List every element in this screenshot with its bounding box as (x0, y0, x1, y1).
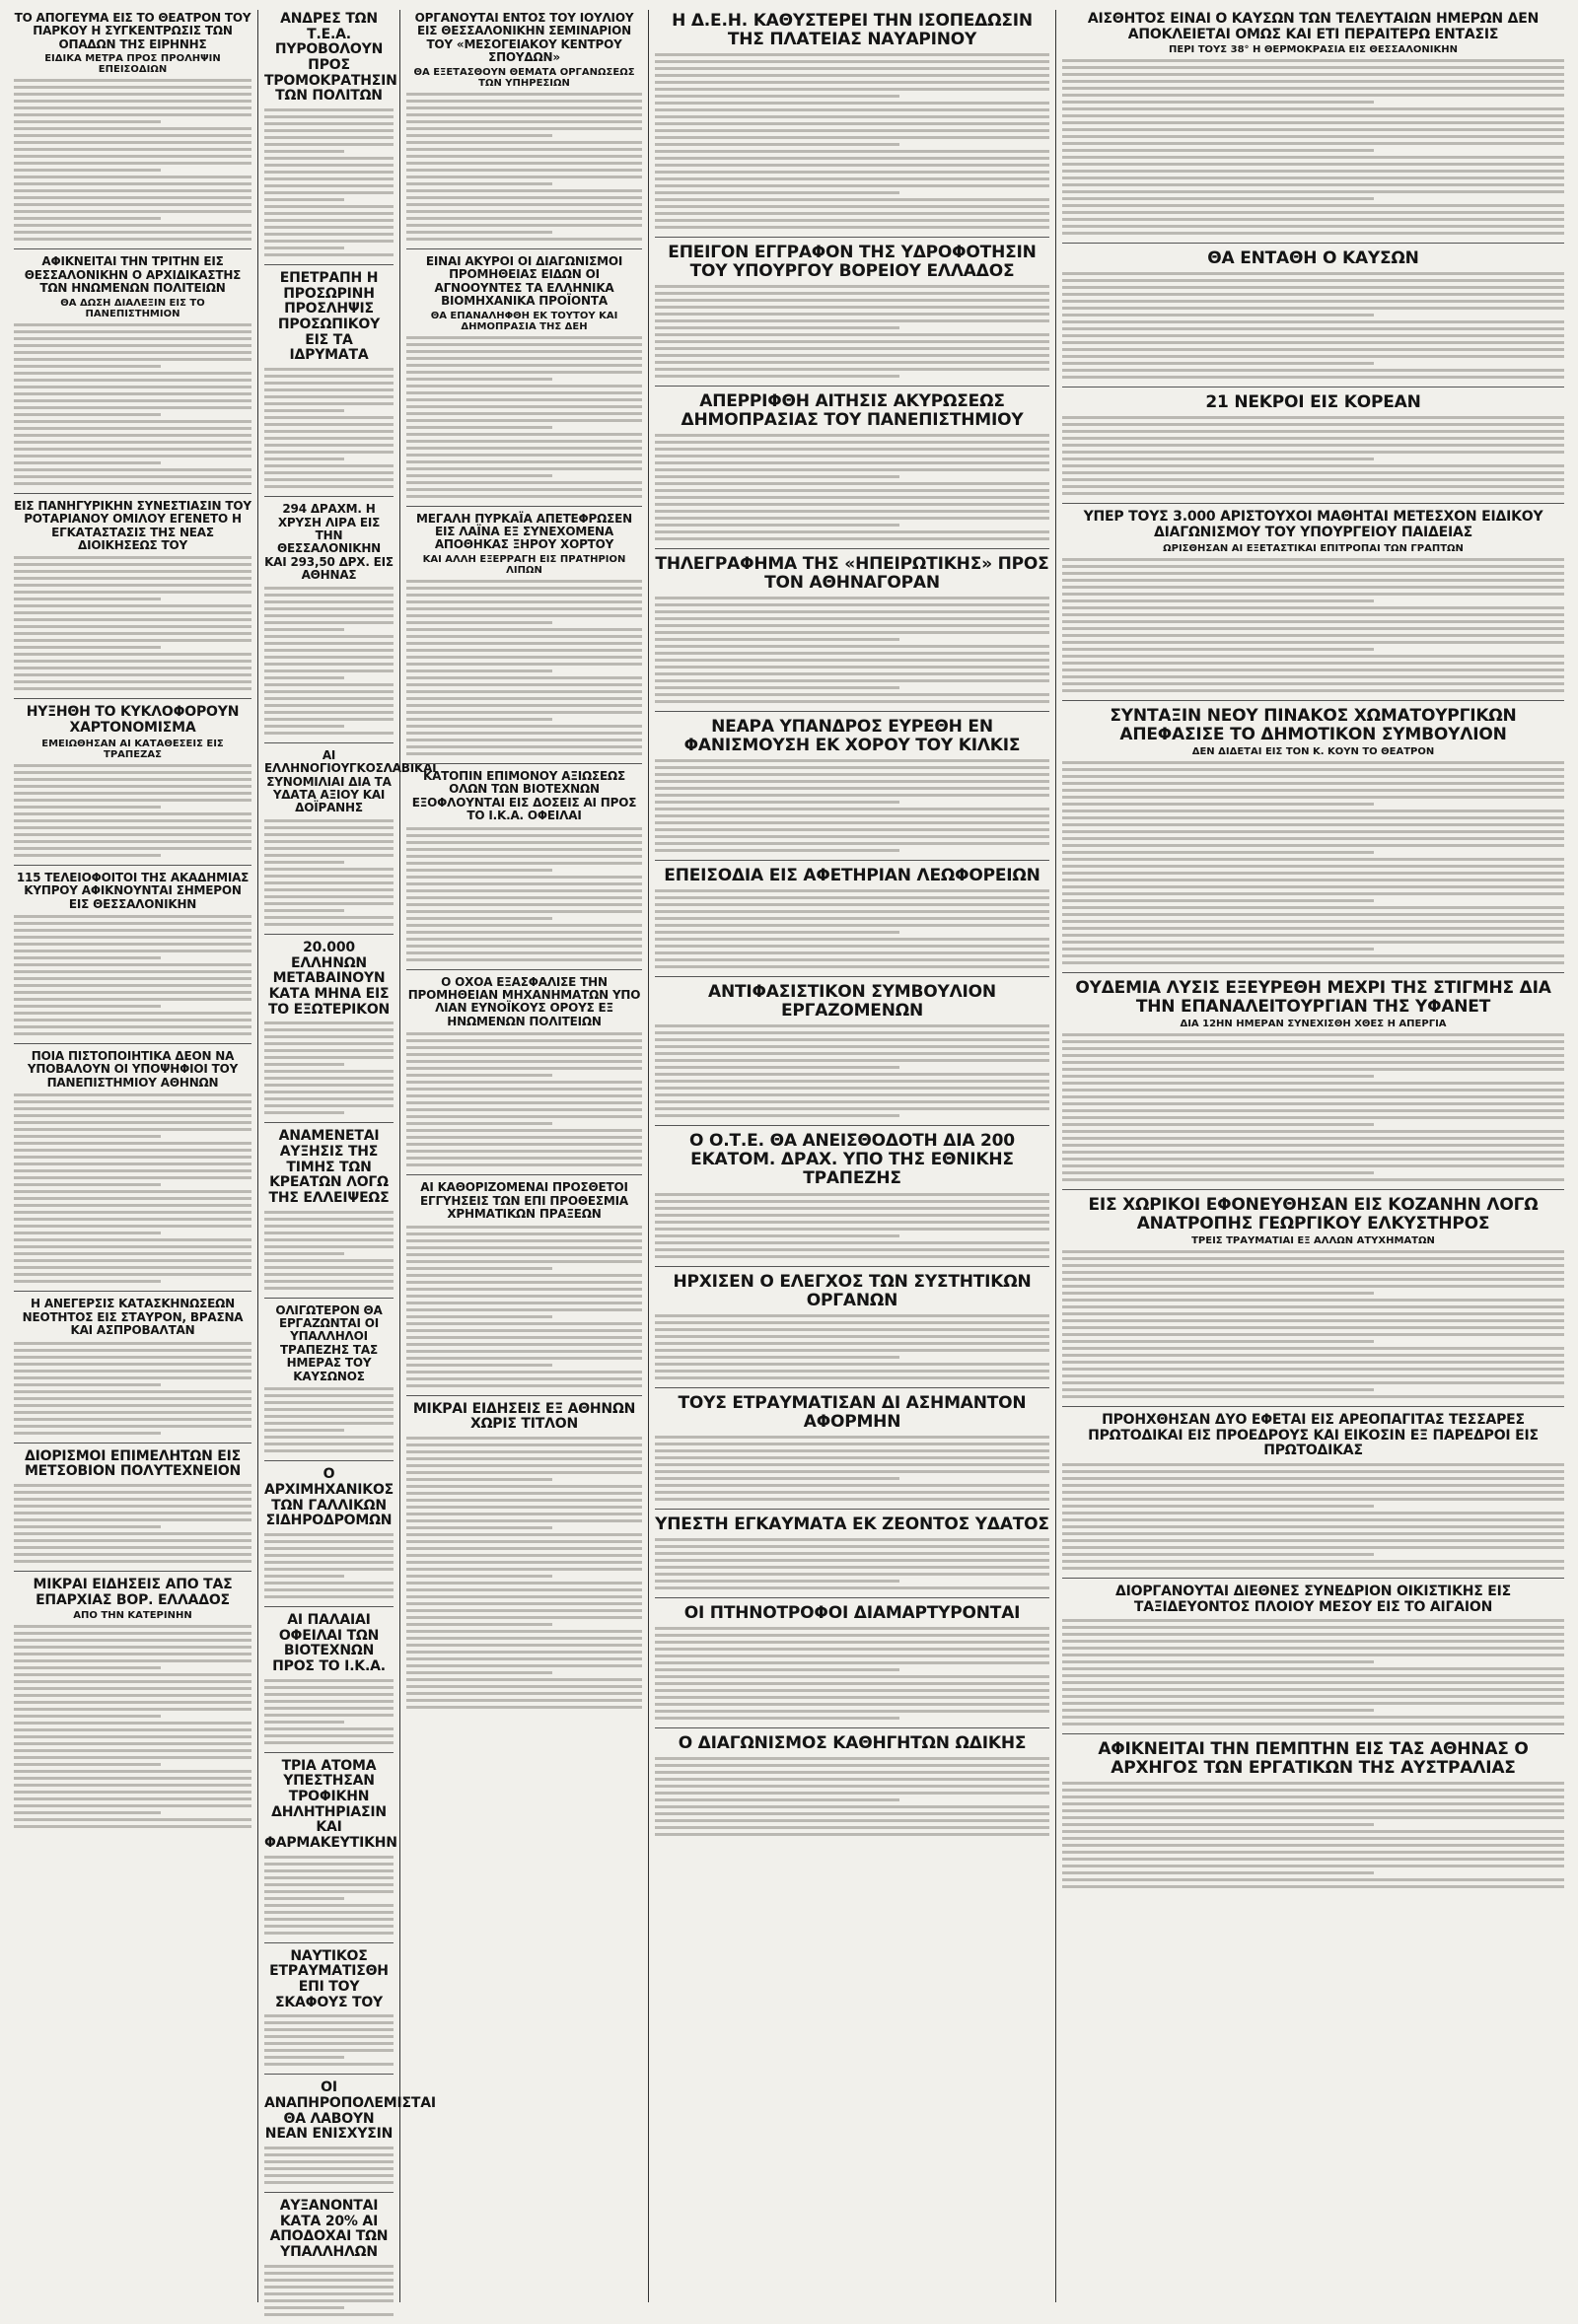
article (264, 2079, 436, 2193)
article-headline: 115 ΤΕΛΕΙΟΦΟΙΤΟΙ ΤΗΣ ΑΚΑΔΗΜΙΑΣ ΚΥΠΡΟΥ ΑΦΙΚΝΟΥΝΤΑΙ ΣΗΜΕΡΟΝ ΕΙΣ ΘΕΣΣΑΛΟΝΙΚΗΝ (16, 870, 250, 911)
article-body-text-lines (14, 556, 251, 690)
article (655, 244, 1049, 387)
article-headline: ΑΙ ΠΑΛΑΙΑΙ ΟΦΕΙΛΑΙ ΤΩΝ ΒΙΟΤΕΧΝΩΝ ΠΡΟΣ ΤΟ Ι.Κ.Α. (272, 1611, 386, 1674)
article-headline: Ο ΑΡΧΙΜΗΧΑΝΙΚΟΣ ΤΩΝ ΓΑΛΛΙΚΩΝ ΣΙΔΗΡΟΔΡΟΜΩΝ (264, 1466, 394, 1529)
article-body-text-lines (406, 336, 642, 498)
article (655, 718, 1049, 861)
article-headline: Ο Ο.Τ.Ε. ΘΑ ΑΝΕΙΣΘΟΔΟΤΗ ΔΙΑ 200 ΕΚΑΤΟΜ. ΔΡΑΧ. ΥΠΟ ΤΗΣ ΕΘΝΙΚΗΣ ΤΡΑΠΕΖΗΣ (689, 1131, 1015, 1189)
column-3 (400, 10, 649, 2302)
article-body-text-lines (655, 1024, 1049, 1117)
article-body-text-lines (14, 915, 251, 1035)
article (655, 1734, 1049, 1844)
article-body-text-lines (1062, 1619, 1564, 1725)
article-headline: ΕΠΕΤΡΑΠΗ Η ΠΡΟΣΩΡΙΝΗ ΠΡΟΣΛΗΨΙΣ ΠΡΟΣΩΠΙΚΟΥ ΕΙΣ ΤΑ ΙΔΡΥΜΑΤΑ (277, 270, 381, 364)
article-headline: Ο ΟΧΟΑ ΕΞΑΣΦΑΛΙΣΕ ΤΗΝ ΠΡΟΜΗΘΕΙΑΝ ΜΗΧΑΝΗΜΑΤΩΝ ΥΠΟ ΛΙΑΝ ΕΥΝΟΪΚΟΥΣ ΟΡΟΥΣ ΕΞ ΗΝΩΜΕΝΩΝ ΠΟΛΙΤΕΙΩΝ (407, 974, 641, 1028)
article-body-text-lines (1062, 1463, 1564, 1570)
article (14, 500, 251, 700)
article-headline: ΔΙΟΡΙΣΜΟΙ ΕΠΙΜΕΛΗΤΩΝ ΕΙΣ ΜΕΤΣΟΒΙΟΝ ΠΟΛΥΤΕΧΝΕΙΟΝ (24, 1447, 242, 1480)
article-subheadline: ΑΠΟ ΤΗΝ ΚΑΤΕΡΙΝΗΝ (73, 1610, 192, 1622)
article (1062, 249, 1564, 387)
article-body-text-lines (14, 1484, 251, 1563)
article-headline: ΟΙ ΠΤΗΝΟΤΡΟΦΟΙ ΔΙΑΜΑΡΤΥΡΟΝΤΑΙ (683, 1602, 1021, 1623)
article-headline: ΗΥΞΗΘΗ ΤΟ ΚΥΚΛΟΦΟΡΟΥΝ ΧΑΡΤΟΝΟΜΙΣΜΑ (26, 704, 240, 737)
article-subheadline: ΤΡΕΙΣ ΤΡΑΥΜΑΤΙΑΙ ΕΞ ΑΛΛΩΝ ΑΤΥΧΗΜΑΤΩΝ (1191, 1234, 1435, 1246)
article-headline: ΤΗΛΕΓΡΑΦΗΜΑ ΤΗΣ «ΗΠΕΙΡΩΤΙΚΗΣ» ΠΡΟΣ ΤΟΝ ΑΘΗΝΑΓΟΡΑΝ (655, 554, 1049, 594)
article-body-text-lines (14, 1093, 251, 1283)
article-headline: ΤΟΥΣ ΕΤΡΑΥΜΑΤΙΣΑΝ ΔΙ ΑΣΗΜΑΝΤΟΝ ΑΦΟΡΜΗΝ (678, 1392, 1027, 1432)
article-headline: ΑΦΙΚΝΕΙΤΑΙ ΤΗΝ ΤΡΙΤΗΝ ΕΙΣ ΘΕΣΣΑΛΟΝΙΚΗΝ Ο ΑΡΧΙΔΙΚΑΣΤΗΣ ΤΩΝ ΗΝΩΜΕΝΩΝ ΠΟΛΙΤΕΙΩΝ (24, 254, 242, 296)
article (406, 770, 642, 970)
article (655, 1394, 1049, 1510)
article-body-text-lines (655, 759, 1049, 852)
article (264, 941, 394, 1123)
article-headline: ΔΙΟΡΓΑΝΟΥΤΑΙ ΔΙΕΘΝΕΣ ΣΥΝΕΔΡΙΟΝ ΟΙΚΙΣΤΙΚΗΣ ΕΙΣ ΤΑΞΙΔΕΥΟΝΤΟΣ ΠΛΟΙΟΥ ΜΕΣΟΥ ΕΙΣ ΤΟ ΑΙΓΑΙΟΝ (1114, 1583, 1512, 1615)
article (1062, 1196, 1564, 1407)
article (655, 1604, 1049, 1728)
article-subheadline: ΔΙΑ 12ΗΝ ΗΜΕΡΑΝ ΣΥΝΕΧΙΣΘΗ ΧΘΕΣ Η ΑΠΕΡΓΙΑ (1180, 1018, 1447, 1029)
article-body-text-lines (14, 1342, 251, 1435)
column-5 (1056, 10, 1570, 2302)
article-body-text-lines (264, 108, 394, 256)
article-headline: ΥΠΕΣΤΗ ΕΓΚΑΥΜΑΤΑ ΕΚ ΖΕΟΝΤΟΣ ΥΔΑΤΟΣ (655, 1514, 1049, 1534)
article (1062, 1585, 1564, 1734)
article (406, 513, 642, 764)
article-body-text-lines (264, 819, 394, 926)
article-headline: ΕΙΣ ΧΩΡΙΚΟΙ ΕΦΟΝΕΥΘΗΣΑΝ ΕΙΣ ΚΟΖΑΝΗΝ ΛΟΓΩ ΑΝΑΤΡΟΠΗΣ ΓΕΩΡΓΙΚΟΥ ΕΛΚΥΣΤΗΡΟΣ (1088, 1194, 1539, 1233)
article-headline: ΜΙΚΡΑΙ ΕΙΔΗΣΕΙΣ ΑΠΟ ΤΑΣ ΕΠΑΡΧΙΑΣ ΒΟΡ. ΕΛΛΑΔΟΣ (33, 1577, 233, 1608)
article-body-text-lines (655, 285, 1049, 378)
article-body-text-lines (655, 53, 1049, 229)
article-headline: ΠΡΟΗΧΘΗΣΑΝ ΔΥΟ ΕΦΕΤΑΙ ΕΙΣ ΑΡΕΟΠΑΓΙΤΑΣ ΤΕΣΣΑΡΕΣ ΠΡΩΤΟΔΙΚΑΙ ΕΙΣ ΠΡΟΕΔΡΟΥΣ ΚΑΙ ΕΙΚΟΣΙΝ ΕΞ ΠΑΡΕΔΡΟΙ ΕΙΣ ΠΡΩΤΟΔΙΚΑΣ (1088, 1411, 1539, 1459)
article (264, 11, 397, 265)
article-headline: Η Δ.Ε.Η. ΚΑΘΥΣΤΕΡΕΙ ΤΗΝ ΙΣΟΠΕΔΩΣΙΝ ΤΗΣ ΠΛΑΤΕΙΑΣ ΝΑΥΑΡΙΝΟΥ (672, 11, 1033, 50)
article-body-text-lines (406, 1032, 642, 1166)
article-body-text-lines (655, 1627, 1049, 1720)
article-headline: ΜΙΚΡΑΙ ΕΙΔΗΣΕΙΣ ΕΞ ΑΘΗΝΩΝ ΧΩΡΙΣ ΤΙΤΛΟΝ (412, 1400, 636, 1433)
article-body-text-lines (264, 1387, 394, 1452)
article-body-text-lines (14, 1625, 251, 1828)
article-headline: 294 ΔΡΑΧΜ. Η ΧΡΥΣΗ ΛΙΡΑ ΕΙΣ ΤΗΝ ΘΕΣΣΑΛΟΝΙΚΗΝ ΚΑΙ 293,50 ΔΡΧ. ΕΙΣ ΑΘΗΝΑΣ (264, 502, 394, 583)
article-body-text-lines (264, 1533, 394, 1598)
article-body-text-lines (14, 79, 251, 241)
article-body-text-lines (655, 597, 1049, 703)
column-4 (649, 10, 1056, 2302)
article-headline: ΑΝΔΡΕΣ ΤΩΝ Τ.Ε.Α. ΠΥΡΟΒΟΛΟΥΝ ΠΡΟΣ ΤΡΟΜΟΚΡΑΤΗΣΙΝ ΤΩΝ ΠΟΛΙΤΩΝ (264, 11, 397, 105)
article-body-text-lines (14, 764, 251, 857)
article (406, 976, 642, 1176)
article (1062, 979, 1564, 1190)
article-headline: ΤΡΙΑ ΑΤΟΜΑ ΥΠΕΣΤΗΣΑΝ ΤΡΟΦΙΚΗΝ ΔΗΛΗΤΗΡΙΑΣΙΝ ΚΑΙ ΦΑΡΜΑΚΕΥΤΙΚΗΝ (264, 1757, 397, 1851)
article-headline: ΕΙΝΑΙ ΑΚΥΡΟΙ ΟΙ ΔΙΑΓΩΝΙΣΜΟΙ ΠΡΟΜΗΘΕΙΑΣ ΕΙΔΩΝ ΟΙ ΑΓΝΟΟΥΝΤΕΣ ΤΑ ΕΛΛΗΝΙΚΑ ΒΙΟΜΗΧΑΝΙΚΑ ΠΡΟΪΟΝΤΑ (425, 253, 623, 309)
article-body-text-lines (1062, 416, 1564, 495)
article-body-text-lines (406, 580, 642, 755)
article (14, 1449, 251, 1572)
article-subheadline: ΠΕΡΙ ΤΟΥΣ 38° Η ΘΕΡΜΟΚΡΑΣΙΑ ΕΙΣ ΘΕΣΣΑΛΟΝΙΚΗΝ (1169, 44, 1458, 56)
article-headline: ΑΝΤΙΦΑΣΙΣΤΙΚΟΝ ΣΥΜΒΟΥΛΙΟΝ ΕΡΓΑΖΟΜΕΝΩΝ (708, 982, 996, 1021)
article (655, 867, 1049, 977)
article (406, 1402, 642, 1717)
article (264, 1467, 394, 1607)
article-headline: ΟΥΔΕΜΙΑ ΛΥΣΙΣ ΕΞΕΥΡΕΘΗ ΜΕΧΡΙ ΤΗΣ ΣΤΙΓΜΗΣ ΔΙΑ ΤΗΝ ΕΠΑΝΑΛΕΙΤΟΥΡΓΙΑΝ ΤΗΣ ΥΦΑΝΕΤ (1075, 977, 1551, 1017)
article (14, 705, 251, 865)
article-body-text-lines (1062, 59, 1564, 235)
article-body-text-lines (1062, 1782, 1564, 1888)
article (1062, 510, 1564, 700)
article-body-text-lines (655, 889, 1049, 968)
article-body-text-lines (655, 1314, 1049, 1379)
article (14, 1050, 251, 1292)
article (406, 1181, 642, 1395)
article (264, 747, 437, 935)
article-headline: ΤΟ ΑΠΟΓΕΥΜΑ ΕΙΣ ΤΟ ΘΕΑΤΡΟΝ ΤΟΥ ΠΑΡΚΟΥ Η ΣΥΓΚΕΝΤΡΩΣΙΣ ΤΩΝ ΟΠΑΔΩΝ ΤΗΣ ΕΙΡΗΝΗΣ (14, 11, 251, 51)
article-subheadline: ΩΡΙΣΘΗΣΑΝ ΑΙ ΕΞΕΤΑΣΤΙΚΑΙ ΕΠΙΤΡΟΠΑΙ ΤΩΝ ΓΡΑΠΤΩΝ (1163, 542, 1464, 554)
article-headline: ΝΑΥΤΙΚΟΣ ΕΤΡΑΥΜΑΤΙΣΘΗ ΕΠΙ ΤΟΥ ΣΚΑΦΟΥΣ ΤΟΥ (269, 1947, 389, 2010)
article (264, 1613, 394, 1753)
article-headline: ΟΙ ΑΝΑΠΗΡΟΠΟΛΕΜΙΣΤΑΙ ΘΑ ΛΑΒΟΥΝ ΝΕΑΝ ΕΝΙΣΧΥΣΙΝ (264, 2079, 436, 2143)
article (14, 872, 251, 1044)
article-headline: ΘΑ ΕΝΤΑΘΗ Ο ΚΑΥΣΩΝ (1207, 248, 1419, 269)
article-body-text-lines (264, 2147, 394, 2184)
article-headline: Η ΑΝΕΓΕΡΣΙΣ ΚΑΤΑΣΚΗΝΩΣΕΩΝ ΝΕΟΤΗΤΟΣ ΕΙΣ ΣΤΑΥΡΟΝ, ΒΡΑΣΝΑ ΚΑΙ ΑΣΠΡΟΒΑΛΤΑΝ (22, 1297, 244, 1338)
article (14, 255, 251, 493)
article (655, 12, 1049, 238)
article (655, 392, 1049, 549)
article-headline: 21 ΝΕΚΡΟΙ ΕΙΣ ΚΟΡΕΑΝ (1205, 392, 1421, 413)
article (655, 983, 1049, 1126)
article-body-text-lines (406, 1226, 642, 1387)
article (264, 2199, 394, 2324)
article-headline: ΑΙ ΚΑΘΟΡΙΖΟΜΕΝΑΙ ΠΡΟΣΘΕΤΟΙ ΕΓΓΥΗΣΕΙΣ ΤΩΝ ΕΠΙ ΠΡΟΘΕΣΜΙΑ ΧΡΗΜΑΤΙΚΩΝ ΠΡΑΞΕΩΝ (420, 1180, 628, 1222)
article (14, 1298, 251, 1443)
article-headline: ΑΙΣΘΗΤΟΣ ΕΙΝΑΙ Ο ΚΑΥΣΩΝ ΤΩΝ ΤΕΛΕΥΤΑΙΩΝ ΗΜΕΡΩΝ ΔΕΝ ΑΠΟΚΛΕΙΕΤΑΙ ΟΜΩΣ ΚΑΙ ΕΤΙ ΠΕΡΑΙΤΕΡΩ ΕΝΤΑΣΙΣ (1087, 11, 1540, 42)
article-headline: ΜΕΓΑΛΗ ΠΥΡΚΑΪΑ ΑΠΕΤΕΦΡΩΣΕΝ ΕΙΣ ΛΑΪΝΑ ΕΞ ΣΥΝΕΧΟΜΕΝΑ ΑΠΟΘΗΚΑΣ ΞΗΡΟΥ ΧΟΡΤΟΥ (416, 511, 632, 552)
article-headline: ΑΙ ΕΛΛΗΝΟΓΙΟΥΓΚΟΣΛΑΒΙΚΑΙ ΣΥΝΟΜΙΛΙΑΙ ΔΙΑ ΤΑ ΥΔΑΤΑ ΑΞΙΟΥ ΚΑΙ ΔΟΪΡΑΝΗΣ (264, 747, 437, 815)
article (14, 12, 251, 249)
article-headline: ΥΠΕΡ ΤΟΥΣ 3.000 ΑΡΙΣΤΟΥΧΟΙ ΜΑΘΗΤΑΙ ΜΕΤΕΣΧΟΝ ΕΙΔΙΚΟΥ ΔΙΑΓΩΝΙΣΜΟΥ ΤΟΥ ΥΠΟΥΡΓΕΙΟΥ ΠΑΙΔΕΙΑΣ (1083, 509, 1543, 541)
article (264, 1949, 394, 2076)
article-subheadline: ΕΜΕΙΩΘΗΣΑΝ ΑΙ ΚΑΤΑΘΕΣΕΙΣ ΕΙΣ ΤΡΑΠΕΖΑΣ (41, 738, 224, 760)
article-headline: 20.000 ΕΛΛΗΝΩΝ ΜΕΤΑΒΑΙΝΟΥΝ ΚΑΤΑ ΜΗΝΑ ΕΙΣ ΤΟ ΕΞΩΤΕΡΙΚΟΝ (267, 939, 391, 1018)
article-headline: ΑΦΙΚΝΕΙΤΑΙ ΤΗΝ ΠΕΜΠΤΗΝ ΕΙΣ ΤΑΣ ΑΘΗΝΑΣ Ο ΑΡΧΗΓΟΣ ΤΩΝ ΕΡΓΑΤΙΚΩΝ ΤΗΣ ΑΥΣΤΡΑΛΙΑΣ (1098, 1739, 1529, 1779)
article-subheadline: ΚΑΙ ΑΛΛΗ ΕΞΕΡΡΑΓΗ ΕΙΣ ΠΡΑΤΗΡΙΟΝ ΛΙΠΩΝ (422, 553, 626, 576)
article-body-text-lines (14, 323, 251, 485)
article (1062, 1740, 1564, 1896)
article (1062, 1413, 1564, 1579)
article-headline: ΗΡΧΙΣΕΝ Ο ΕΛΕΓΧΟΣ ΤΩΝ ΣΥΣΤΗΤΙΚΩΝ ΟΡΓΑΝΩΝ (673, 1271, 1032, 1310)
article-body-text-lines (264, 368, 394, 488)
article-body-text-lines (264, 1211, 394, 1290)
article-headline: ΕΙΣ ΠΑΝΗΓΥΡΙΚΗΝ ΣΥΝΕΣΤΙΑΣΙΝ ΤΟΥ ΡΟΤΑΡΙΑΝΟΥ ΟΜΙΛΟΥ ΕΓΕΝΕΤΟ Η ΕΓΚΑΤΑΣΤΑΣΙΣ ΤΗΣ ΝΕΑΣ ΔΙΟΙΚΗΣΕΩΣ ΤΟΥ (14, 498, 251, 552)
article-body-text-lines (406, 93, 642, 241)
article-headline: ΟΡΓΑΝΟΥΤΑΙ ΕΝΤΟΣ ΤΟΥ ΙΟΥΛΙΟΥ ΕΙΣ ΘΕΣΣΑΛΟΝΙΚΗΝ ΣΕΜΙΝΑΡΙΟΝ ΤΟΥ «ΜΕΣΟΓΕΙΑΚΟΥ ΚΕΝΤΡΟΥ ΣΠΟΥΔΩΝ» (414, 11, 634, 65)
article (264, 271, 394, 497)
article-headline: ΕΠΕΙΓΟΝ ΕΓΓΡΑΦΟΝ ΤΗΣ ΥΔΡΟΦΟΤΗΣΙΝ ΤΟΥ ΥΠΟΥΡΓΟΥ ΒΟΡΕΙΟΥ ΕΛΛΑΔΟΣ (668, 243, 1037, 282)
column-1 (8, 10, 258, 2302)
article-body-text-lines (264, 2265, 394, 2316)
article-headline: Ο ΔΙΑΓΩΝΙΣΜΟΣ ΚΑΘΗΓΗΤΩΝ ΩΔΙΚΗΣ (678, 1732, 1027, 1753)
article (1062, 12, 1564, 244)
article (655, 1132, 1049, 1266)
article-headline: ΑΝΑΜΕΝΕΤΑΙ ΑΥΞΗΣΙΣ ΤΗΣ ΤΙΜΗΣ ΤΩΝ ΚΡΕΑΤΩΝ ΛΟΓΩ ΤΗΣ ΕΛΛΕΙΨΕΩΣ (268, 1128, 390, 1206)
article (655, 1515, 1049, 1598)
article-body-text-lines (1062, 272, 1564, 379)
article (264, 503, 394, 743)
article-headline: ΣΥΝΤΑΞΙΝ ΝΕΟΥ ΠΙΝΑΚΟΣ ΧΩΜΑΤΟΥΡΓΙΚΩΝ ΑΠΕΦΑΣΙΣΕ ΤΟ ΔΗΜΟΤΙΚΟΝ ΣΥΜΒΟΥΛΙΟΝ (1110, 705, 1517, 744)
article (264, 1129, 394, 1298)
article-body-text-lines (655, 1757, 1049, 1836)
article-body-text-lines (1062, 1250, 1564, 1398)
article-body-text-lines (264, 587, 394, 735)
article-body-text-lines (655, 1436, 1049, 1501)
article-body-text-lines (655, 1538, 1049, 1589)
article-headline: ΟΛΙΓΩΤΕΡΟΝ ΘΑ ΕΡΓΑΖΩΝΤΑΙ ΟΙ ΥΠΑΛΛΗΛΟΙ ΤΡΑΠΕΖΗΣ ΤΑΣ ΗΜΕΡΑΣ ΤΟΥ ΚΑΥΣΩΝΟΣ (275, 1303, 383, 1383)
article-headline: ΑΠΕΡΡΙΦΘΗ ΑΙΤΗΣΙΣ ΑΚΥΡΩΣΕΩΣ ΔΗΜΟΠΡΑΣΙΑΣ ΤΟΥ ΠΑΝΕΠΙΣΤΗΜΙΟΥ (681, 391, 1024, 431)
article-subheadline: ΕΙΔΙΚΑ ΜΕΤΡΑ ΠΡΟΣ ΠΡΟΛΗΨΙΝ ΕΠΕΙΣΟΔΙΩΝ (44, 53, 221, 76)
article (264, 1304, 394, 1462)
article-headline: ΝΕΑΡΑ ΥΠΑΝΔΡΟΣ ΕΥΡΕΘΗ ΕΝ ΦΑΝΙΣΜΟΥΣΗ ΕΚ ΧΟΡΟΥ ΤΟΥ ΚΙΛΚΙΣ (683, 717, 1021, 756)
article-subheadline: ΔΕΝ ΔΙΔΕΤΑΙ ΕΙΣ ΤΟΝ Κ. ΚΟΥΝ ΤΟ ΘΕΑΤΡΟΝ (1191, 745, 1435, 757)
article-body-text-lines (264, 1021, 394, 1114)
article-headline: ΠΟΙΑ ΠΙΣΤΟΠΟΙΗΤΙΚΑ ΔΕΟΝ ΝΑ ΥΠΟΒΑΛΟΥΝ ΟΙ ΥΠΟΨΗΦΙΟΙ ΤΟΥ ΠΑΝΕΠΙΣΤΗΜΙΟΥ ΑΘΗΝΩΝ (27, 1049, 239, 1090)
article-body-text-lines (264, 1856, 394, 1935)
article (655, 555, 1049, 712)
article-headline: ΑΥΞΑΝΟΝΤΑΙ ΚΑΤΑ 20% ΑΙ ΑΠΟΔΟΧΑΙ ΤΩΝ ΥΠΑΛΛΗΛΩΝ (269, 2198, 389, 2261)
newspaper-page (8, 10, 1570, 2302)
article-subheadline: ΘΑ ΔΩΣΗ ΔΙΑΛΕΞΙΝ ΕΙΣ ΤΟ ΠΑΝΕΠΙΣΤΗΜΙΟΝ (60, 297, 205, 319)
article-subheadline: ΘΑ ΕΞΕΤΑΣΘΟΥΝ ΘΕΜΑΤΑ ΟΡΓΑΝΩΣΕΩΣ ΤΩΝ ΥΠΗΡΕΣΙΩΝ (413, 66, 635, 89)
article (1062, 393, 1564, 504)
article-body-text-lines (655, 434, 1049, 540)
article-body-text-lines (264, 2014, 394, 2066)
article-body-text-lines (1062, 558, 1564, 692)
article (264, 1757, 397, 1943)
article (1062, 707, 1564, 973)
article (14, 1578, 251, 1836)
article-body-text-lines (655, 1193, 1049, 1258)
column-2 (258, 10, 437, 2302)
article (655, 1273, 1049, 1388)
article-body-text-lines (1062, 761, 1564, 964)
article (406, 12, 642, 249)
article-body-text-lines (264, 1679, 394, 1744)
article-headline: ΚΑΤΟΠΙΝ ΕΠΙΜΟΝΟΥ ΑΞΙΩΣΕΩΣ ΟΛΩΝ ΤΩΝ ΒΙΟΤΕΧΝΩΝ ΕΞΟΦΛΟΥΝΤΑΙ ΕΙΣ ΔΟΣΕΙΣ ΑΙ ΠΡΟΣ ΤΟ Ι.Κ.Α. ΟΦΕΙΛΑΙ (411, 768, 637, 823)
article-body-text-lines (406, 827, 642, 961)
article-body-text-lines (1062, 1033, 1564, 1181)
article-subheadline: ΘΑ ΕΠΑΝΑΛΗΦΘΗ ΕΚ ΤΟΥΤΟΥ ΚΑΙ ΔΗΜΟΠΡΑΣΙΑ ΤΗΣ ΔΕΗ (430, 310, 618, 332)
article-headline: ΕΠΕΙΣΟΔΙΑ ΕΙΣ ΑΦΕΤΗΡΙΑΝ ΛΕΩΦΟΡΕΙΩΝ (664, 866, 1040, 886)
article-body-text-lines (406, 1437, 642, 1709)
article (406, 255, 642, 507)
